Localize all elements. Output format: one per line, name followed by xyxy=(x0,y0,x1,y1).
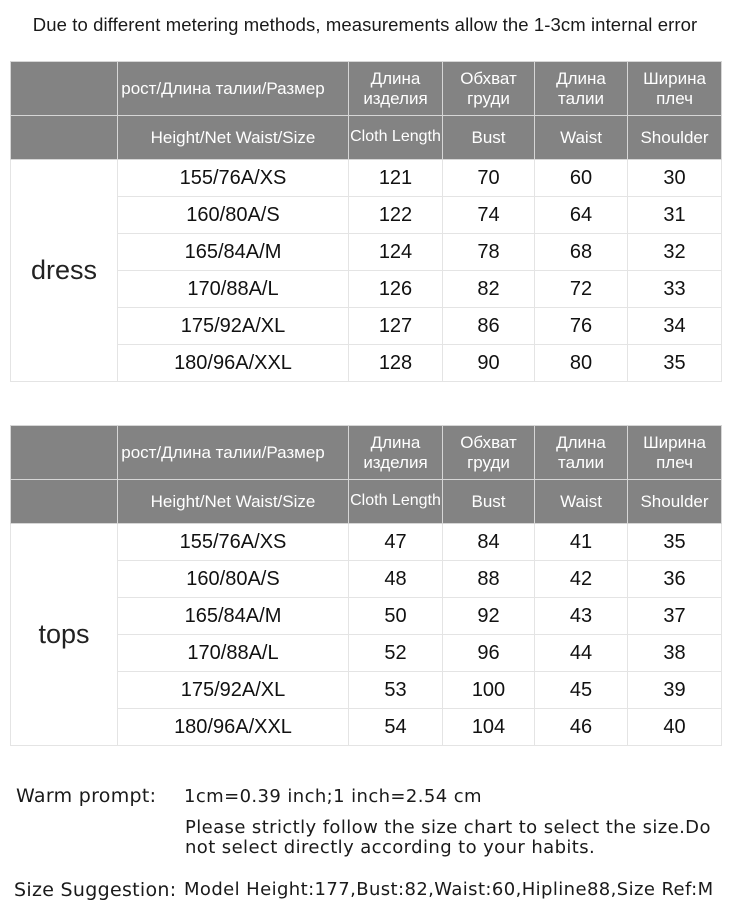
length-cell: 121 xyxy=(349,160,443,197)
bust-cell: 74 xyxy=(443,197,535,234)
length-cell: 126 xyxy=(349,271,443,308)
header-length-en: Cloth Length xyxy=(349,480,443,524)
table-row xyxy=(11,197,722,234)
table-row xyxy=(11,271,722,308)
table-row xyxy=(11,672,722,709)
size-cell: 170/88A/L xyxy=(118,635,349,672)
size-suggestion-text: Model Height:177,Bust:82,Waist:60,Hipline88,Size Ref:M xyxy=(184,879,714,900)
table-row xyxy=(11,598,722,635)
warm-prompt-label: Warm prompt: xyxy=(16,785,157,807)
shoulder-cell: 37 xyxy=(628,598,722,635)
length-cell: 127 xyxy=(349,308,443,345)
size-cell: 155/76A/XS xyxy=(118,160,349,197)
header-size-en: Height/Net Waist/Size xyxy=(118,480,349,524)
waist-cell: 68 xyxy=(535,234,628,271)
header-waist-ru: Длина талии xyxy=(535,426,628,480)
size-cell: 180/96A/XXL xyxy=(118,709,349,746)
header-waist-ru: Длина талии xyxy=(535,62,628,116)
header-bust-ru: Обхват груди xyxy=(443,62,535,116)
waist-cell: 72 xyxy=(535,271,628,308)
header-corner xyxy=(11,62,118,116)
header-row-english xyxy=(11,480,722,524)
header-row-russian xyxy=(11,62,722,116)
header-size-ru: рост/Длина талии/Размер xyxy=(118,62,349,116)
size-cell: 160/80A/S xyxy=(118,197,349,234)
size-cell: 165/84A/M xyxy=(118,234,349,271)
shoulder-cell: 35 xyxy=(628,345,722,382)
size-cell: 165/84A/M xyxy=(118,598,349,635)
size-cell: 170/88A/L xyxy=(118,271,349,308)
waist-cell: 60 xyxy=(535,160,628,197)
size-cell: 175/92A/XL xyxy=(118,308,349,345)
table-row xyxy=(11,308,722,345)
shoulder-cell: 40 xyxy=(628,709,722,746)
size-cell: 180/96A/XXL xyxy=(118,345,349,382)
shoulder-cell: 39 xyxy=(628,672,722,709)
bust-cell: 82 xyxy=(443,271,535,308)
table-row xyxy=(11,635,722,672)
shoulder-cell: 30 xyxy=(628,160,722,197)
header-bust-en: Bust xyxy=(443,116,535,160)
waist-cell: 46 xyxy=(535,709,628,746)
header-corner xyxy=(11,116,118,160)
table-row xyxy=(11,160,722,197)
length-cell: 54 xyxy=(349,709,443,746)
waist-cell: 43 xyxy=(535,598,628,635)
header-shoulder-ru: Ширина плеч xyxy=(628,62,722,116)
shoulder-cell: 33 xyxy=(628,271,722,308)
header-length-ru: Длина изделия xyxy=(349,62,443,116)
category-label-tops: tops xyxy=(11,524,118,746)
waist-cell: 80 xyxy=(535,345,628,382)
shoulder-cell: 34 xyxy=(628,308,722,345)
header-shoulder-en: Shoulder xyxy=(628,480,722,524)
header-row-english xyxy=(11,116,722,160)
shoulder-cell: 32 xyxy=(628,234,722,271)
table-row xyxy=(11,709,722,746)
bust-cell: 96 xyxy=(443,635,535,672)
header-size-en: Height/Net Waist/Size xyxy=(118,116,349,160)
size-cell: 160/80A/S xyxy=(118,561,349,598)
header-length-ru: Длина изделия xyxy=(349,426,443,480)
header-row-russian xyxy=(11,426,722,480)
bust-cell: 84 xyxy=(443,524,535,561)
table-row xyxy=(11,234,722,271)
shoulder-cell: 31 xyxy=(628,197,722,234)
bust-cell: 70 xyxy=(443,160,535,197)
bust-cell: 78 xyxy=(443,234,535,271)
header-corner xyxy=(11,426,118,480)
header-bust-en: Bust xyxy=(443,480,535,524)
length-cell: 50 xyxy=(349,598,443,635)
size-suggestion-label: Size Suggestion: xyxy=(14,879,177,901)
category-label-dress: dress xyxy=(11,160,118,382)
bust-cell: 88 xyxy=(443,561,535,598)
length-cell: 52 xyxy=(349,635,443,672)
header-waist-en: Waist xyxy=(535,480,628,524)
length-cell: 48 xyxy=(349,561,443,598)
length-cell: 122 xyxy=(349,197,443,234)
waist-cell: 64 xyxy=(535,197,628,234)
bust-cell: 100 xyxy=(443,672,535,709)
waist-cell: 76 xyxy=(535,308,628,345)
table-row xyxy=(11,524,722,561)
size-cell: 175/92A/XL xyxy=(118,672,349,709)
waist-cell: 41 xyxy=(535,524,628,561)
header-size-ru: рост/Длина талии/Размер xyxy=(118,426,349,480)
waist-cell: 45 xyxy=(535,672,628,709)
bust-cell: 86 xyxy=(443,308,535,345)
header-bust-ru: Обхват груди xyxy=(443,426,535,480)
length-cell: 53 xyxy=(349,672,443,709)
header-length-en: Cloth Length xyxy=(349,116,443,160)
tops-size-table xyxy=(10,425,722,746)
header-waist-en: Waist xyxy=(535,116,628,160)
length-cell: 128 xyxy=(349,345,443,382)
table-row xyxy=(11,561,722,598)
waist-cell: 42 xyxy=(535,561,628,598)
header-corner xyxy=(11,480,118,524)
waist-cell: 44 xyxy=(535,635,628,672)
size-cell: 155/76A/XS xyxy=(118,524,349,561)
measurement-error-note: Due to different metering methods, measurements allow the 1-3cm internal error xyxy=(32,14,698,35)
unit-conversion-text: 1cm=0.39 inch;1 inch=2.54 cm xyxy=(184,786,482,807)
shoulder-cell: 38 xyxy=(628,635,722,672)
shoulder-cell: 36 xyxy=(628,561,722,598)
shoulder-cell: 35 xyxy=(628,524,722,561)
length-cell: 47 xyxy=(349,524,443,561)
bust-cell: 90 xyxy=(443,345,535,382)
table-row xyxy=(11,345,722,382)
bust-cell: 104 xyxy=(443,709,535,746)
header-shoulder-ru: Ширина плеч xyxy=(628,426,722,480)
header-shoulder-en: Shoulder xyxy=(628,116,722,160)
bust-cell: 92 xyxy=(443,598,535,635)
size-advice-text: Please strictly follow the size chart to select the size.Do not select directly according to your habits. xyxy=(185,817,711,858)
dress-size-table xyxy=(10,61,722,382)
length-cell: 124 xyxy=(349,234,443,271)
